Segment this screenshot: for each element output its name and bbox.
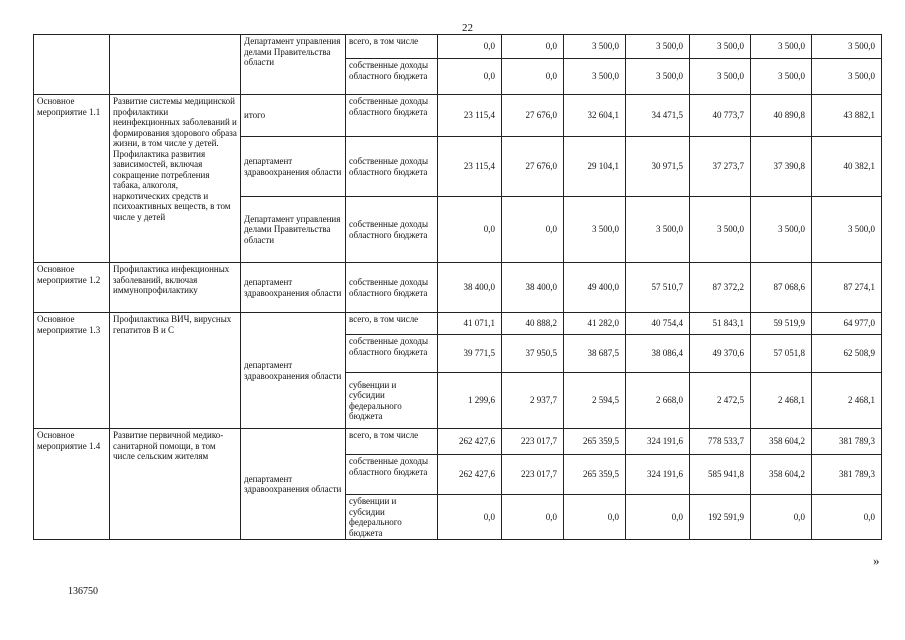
funding-source-cell: собственные доходы областного бюджета: [346, 197, 438, 263]
page-number: 22: [462, 22, 473, 34]
value-cell: 37 390,8: [751, 137, 812, 197]
value-cell: 3 500,0: [626, 197, 690, 263]
description-cell: Развитие системы медицинской профилактики неинфекционных заболеваний и формирования здорового образа жизни, в том числе у детей. Профилактика развития зависимостей, включая сокращение потребления табака, алкоголя, наркотических средств и психоактивных веществ, в том числе у детей: [110, 95, 241, 263]
value-cell: 64 977,0: [812, 313, 882, 335]
value-cell: 40 890,8: [751, 95, 812, 137]
value-cell: 62 508,9: [812, 335, 882, 373]
description-cell: Профилактика ВИЧ, вирусных гепатитов B и C: [110, 313, 241, 429]
funding-source-cell: собственные доходы областного бюджета: [346, 335, 438, 373]
value-cell: 40 754,4: [626, 313, 690, 335]
value-cell: 2 468,1: [812, 373, 882, 429]
value-cell: 3 500,0: [751, 197, 812, 263]
value-cell: 3 500,0: [812, 197, 882, 263]
table-row: [34, 35, 882, 59]
value-cell: 3 500,0: [564, 35, 626, 59]
value-cell: 0,0: [502, 35, 564, 59]
document-code: 136750: [68, 586, 98, 597]
table-row: [34, 95, 882, 137]
value-cell: 3 500,0: [751, 59, 812, 95]
funding-source-cell: собственные доходы областного бюджета: [346, 455, 438, 495]
continuation-mark: »: [873, 553, 880, 568]
value-cell: 778 533,7: [690, 429, 751, 455]
value-cell: 324 191,6: [626, 429, 690, 455]
value-cell: 23 115,4: [438, 95, 502, 137]
value-cell: 38 086,4: [626, 335, 690, 373]
value-cell: 2 937,7: [502, 373, 564, 429]
value-cell: 3 500,0: [690, 59, 751, 95]
value-cell: 0,0: [438, 197, 502, 263]
funding-source-cell: собственные доходы областного бюджета: [346, 137, 438, 197]
funding-source-cell: собственные доходы областного бюджета: [346, 59, 438, 95]
value-cell: 57 051,8: [751, 335, 812, 373]
value-cell: 0,0: [564, 495, 626, 540]
value-cell: 37 950,5: [502, 335, 564, 373]
responsible-cell: департамент здравоохранения области: [241, 429, 346, 540]
funding-source-cell: всего, в том числе: [346, 313, 438, 335]
value-cell: 57 510,7: [626, 263, 690, 313]
table-row: [34, 263, 882, 313]
measure-cell: Основное мероприятие 1.4: [34, 429, 110, 540]
value-cell: 34 471,5: [626, 95, 690, 137]
value-cell: 0,0: [438, 495, 502, 540]
funding-source-cell: собственные доходы областного бюджета: [346, 263, 438, 313]
value-cell: 38 400,0: [438, 263, 502, 313]
value-cell: 381 789,3: [812, 429, 882, 455]
value-cell: 2 468,1: [751, 373, 812, 429]
value-cell: 381 789,3: [812, 455, 882, 495]
value-cell: 29 104,1: [564, 137, 626, 197]
value-cell: 0,0: [438, 59, 502, 95]
value-cell: 223 017,7: [502, 429, 564, 455]
value-cell: 32 604,1: [564, 95, 626, 137]
responsible-cell: департамент здравоохранения области: [241, 263, 346, 313]
responsible-cell: итого: [241, 95, 346, 137]
value-cell: 2 594,5: [564, 373, 626, 429]
responsible-cell: Департамент управления делами Правительства области: [241, 35, 346, 95]
value-cell: 0,0: [502, 495, 564, 540]
budget-table: [33, 34, 882, 540]
value-cell: 27 676,0: [502, 95, 564, 137]
value-cell: 324 191,6: [626, 455, 690, 495]
value-cell: 41 282,0: [564, 313, 626, 335]
value-cell: 30 971,5: [626, 137, 690, 197]
value-cell: 2 668,0: [626, 373, 690, 429]
value-cell: 49 370,6: [690, 335, 751, 373]
description-cell: Профилактика инфекционных заболеваний, включая иммунопрофилактику: [110, 263, 241, 313]
value-cell: 1 299,6: [438, 373, 502, 429]
value-cell: 0,0: [438, 35, 502, 59]
responsible-cell: департамент здравоохранения области: [241, 137, 346, 197]
table-row: [34, 429, 882, 455]
value-cell: 3 500,0: [626, 59, 690, 95]
value-cell: 262 427,6: [438, 455, 502, 495]
funding-source-cell: всего, в том числе: [346, 429, 438, 455]
measure-cell: [34, 35, 110, 95]
value-cell: 265 359,5: [564, 429, 626, 455]
responsible-cell: Департамент управления делами Правительства области: [241, 197, 346, 263]
value-cell: 87 274,1: [812, 263, 882, 313]
value-cell: 0,0: [626, 495, 690, 540]
measure-cell: Основное мероприятие 1.2: [34, 263, 110, 313]
value-cell: 265 359,5: [564, 455, 626, 495]
value-cell: 87 372,2: [690, 263, 751, 313]
value-cell: 3 500,0: [564, 197, 626, 263]
measure-cell: Основное мероприятие 1.3: [34, 313, 110, 429]
table-row: [34, 313, 882, 335]
value-cell: 40 888,2: [502, 313, 564, 335]
value-cell: 3 500,0: [812, 35, 882, 59]
value-cell: 38 400,0: [502, 263, 564, 313]
value-cell: 3 500,0: [690, 35, 751, 59]
value-cell: 3 500,0: [626, 35, 690, 59]
value-cell: 358 604,2: [751, 455, 812, 495]
value-cell: 358 604,2: [751, 429, 812, 455]
funding-source-cell: всего, в том числе: [346, 35, 438, 59]
value-cell: 23 115,4: [438, 137, 502, 197]
value-cell: 2 472,5: [690, 373, 751, 429]
value-cell: 3 500,0: [751, 35, 812, 59]
value-cell: 3 500,0: [690, 197, 751, 263]
value-cell: 43 882,1: [812, 95, 882, 137]
value-cell: 223 017,7: [502, 455, 564, 495]
value-cell: 37 273,7: [690, 137, 751, 197]
value-cell: 38 687,5: [564, 335, 626, 373]
value-cell: 27 676,0: [502, 137, 564, 197]
value-cell: 3 500,0: [564, 59, 626, 95]
description-cell: [110, 35, 241, 95]
value-cell: 51 843,1: [690, 313, 751, 335]
value-cell: 0,0: [502, 59, 564, 95]
funding-source-cell: собственные доходы областного бюджета: [346, 95, 438, 137]
funding-source-cell: субвенции и субсидии федерального бюджета: [346, 495, 438, 540]
value-cell: 192 591,9: [690, 495, 751, 540]
value-cell: 0,0: [812, 495, 882, 540]
value-cell: 3 500,0: [812, 59, 882, 95]
responsible-cell: департамент здравоохранения области: [241, 313, 346, 429]
value-cell: 0,0: [502, 197, 564, 263]
value-cell: 39 771,5: [438, 335, 502, 373]
value-cell: 40 773,7: [690, 95, 751, 137]
description-cell: Развитие первичной медико-санитарной помощи, в том числе сельским жителям: [110, 429, 241, 540]
value-cell: 262 427,6: [438, 429, 502, 455]
value-cell: 0,0: [751, 495, 812, 540]
value-cell: 40 382,1: [812, 137, 882, 197]
funding-source-cell: субвенции и субсидии федерального бюджета: [346, 373, 438, 429]
value-cell: 41 071,1: [438, 313, 502, 335]
value-cell: 87 068,6: [751, 263, 812, 313]
value-cell: 49 400,0: [564, 263, 626, 313]
value-cell: 59 519,9: [751, 313, 812, 335]
measure-cell: Основное мероприятие 1.1: [34, 95, 110, 263]
value-cell: 585 941,8: [690, 455, 751, 495]
